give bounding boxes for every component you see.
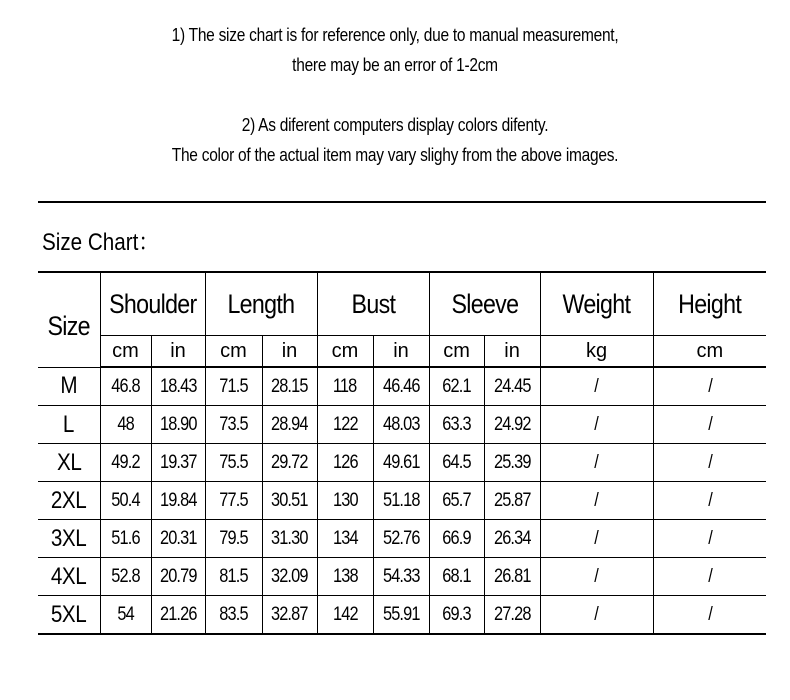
- value-cell: /: [653, 367, 766, 406]
- table-row: [38, 520, 766, 558]
- length-header: Length: [205, 272, 317, 336]
- value-cell: 51.6: [100, 520, 151, 558]
- value-cell: 24.92: [484, 406, 540, 444]
- value-cell: 52.8: [100, 558, 151, 596]
- table-row: [38, 367, 766, 406]
- shoulder-header: Shoulder: [100, 272, 205, 336]
- value-cell: /: [540, 406, 653, 444]
- unit-cell: in: [151, 336, 205, 368]
- height-header: Height: [653, 272, 766, 336]
- value-cell: 49.2: [100, 444, 151, 482]
- value-cell: 66.9: [429, 520, 484, 558]
- value-cell: 68.1: [429, 558, 484, 596]
- value-cell: 69.3: [429, 596, 484, 635]
- value-cell: 50.4: [100, 482, 151, 520]
- size-cell: 3XL: [38, 520, 100, 558]
- value-cell: 54.33: [373, 558, 429, 596]
- value-cell: 19.84: [151, 482, 205, 520]
- table-row: [38, 558, 766, 596]
- value-cell: 29.72: [262, 444, 317, 482]
- value-cell: 49.61: [373, 444, 429, 482]
- value-cell: 18.43: [151, 367, 205, 406]
- value-cell: 71.5: [205, 367, 262, 406]
- value-cell: 54: [100, 596, 151, 635]
- value-cell: 118: [317, 367, 373, 406]
- value-cell: /: [540, 482, 653, 520]
- value-cell: 65.7: [429, 482, 484, 520]
- value-cell: /: [540, 520, 653, 558]
- disclaimer-measurement: [55, 20, 734, 80]
- value-cell: 73.5: [205, 406, 262, 444]
- value-cell: /: [540, 444, 653, 482]
- value-cell: 138: [317, 558, 373, 596]
- note-2-line-2: The color of the actual item may vary slighy from the above images.: [171, 145, 619, 165]
- table-row: [38, 406, 766, 444]
- sleeve-header: Sleeve: [429, 272, 540, 336]
- value-cell: /: [653, 520, 766, 558]
- value-cell: 51.18: [373, 482, 429, 520]
- disclaimer-colors: [55, 110, 734, 170]
- value-cell: 25.39: [484, 444, 540, 482]
- unit-cell: in: [373, 336, 429, 368]
- unit-cell: in: [484, 336, 540, 368]
- value-cell: /: [653, 558, 766, 596]
- value-cell: 26.81: [484, 558, 540, 596]
- value-cell: 27.28: [484, 596, 540, 635]
- value-cell: 46.8: [100, 367, 151, 406]
- divider: [38, 201, 766, 203]
- value-cell: 25.87: [484, 482, 540, 520]
- value-cell: 63.3: [429, 406, 484, 444]
- value-cell: 28.94: [262, 406, 317, 444]
- value-cell: 64.5: [429, 444, 484, 482]
- size-chart-title: Size Chart：: [42, 229, 160, 256]
- value-cell: 48.03: [373, 406, 429, 444]
- size-header: Size: [38, 272, 100, 367]
- unit-row: [38, 336, 766, 368]
- value-cell: 20.79: [151, 558, 205, 596]
- value-cell: 18.90: [151, 406, 205, 444]
- value-cell: 134: [317, 520, 373, 558]
- size-cell: L: [38, 406, 100, 444]
- value-cell: 75.5: [205, 444, 262, 482]
- size-cell: 2XL: [38, 482, 100, 520]
- table-row: [38, 444, 766, 482]
- value-cell: 55.91: [373, 596, 429, 635]
- unit-cell: in: [262, 336, 317, 368]
- value-cell: 48: [100, 406, 151, 444]
- value-cell: 28.15: [262, 367, 317, 406]
- unit-cell: cm: [205, 336, 262, 368]
- value-cell: /: [540, 596, 653, 635]
- value-cell: 19.37: [151, 444, 205, 482]
- value-cell: 62.1: [429, 367, 484, 406]
- value-cell: /: [540, 558, 653, 596]
- value-cell: 122: [317, 406, 373, 444]
- value-cell: /: [653, 406, 766, 444]
- note-1-line-2: there may be an error of 1-2cm: [292, 55, 498, 75]
- value-cell: 77.5: [205, 482, 262, 520]
- value-cell: /: [653, 596, 766, 635]
- value-cell: 81.5: [205, 558, 262, 596]
- value-cell: /: [653, 482, 766, 520]
- value-cell: 126: [317, 444, 373, 482]
- table-row: [38, 596, 766, 635]
- value-cell: 20.31: [151, 520, 205, 558]
- note-2-line-1: 2) As diferent computers display colors difenty.: [241, 115, 549, 135]
- value-cell: 52.76: [373, 520, 429, 558]
- note-1-line-1: 1) The size chart is for reference only, due to manual measurement,: [171, 25, 619, 45]
- size-chart-table: [38, 271, 766, 635]
- value-cell: /: [540, 367, 653, 406]
- size-cell: XL: [38, 444, 100, 482]
- value-cell: 32.09: [262, 558, 317, 596]
- unit-cell: cm: [429, 336, 484, 368]
- value-cell: 21.26: [151, 596, 205, 635]
- value-cell: 26.34: [484, 520, 540, 558]
- weight-header: Weight: [540, 272, 653, 336]
- value-cell: 83.5: [205, 596, 262, 635]
- value-cell: 79.5: [205, 520, 262, 558]
- unit-cell: kg: [540, 336, 653, 368]
- unit-cell: cm: [653, 336, 766, 368]
- value-cell: 32.87: [262, 596, 317, 635]
- value-cell: 130: [317, 482, 373, 520]
- unit-cell: cm: [100, 336, 151, 368]
- size-cell: 5XL: [38, 596, 100, 635]
- value-cell: 24.45: [484, 367, 540, 406]
- value-cell: 30.51: [262, 482, 317, 520]
- unit-cell: cm: [317, 336, 373, 368]
- header-row: [38, 272, 766, 336]
- size-cell: 4XL: [38, 558, 100, 596]
- bust-header: Bust: [317, 272, 429, 336]
- table-row: [38, 482, 766, 520]
- value-cell: 142: [317, 596, 373, 635]
- size-cell: M: [38, 367, 100, 406]
- value-cell: 46.46: [373, 367, 429, 406]
- value-cell: /: [653, 444, 766, 482]
- value-cell: 31.30: [262, 520, 317, 558]
